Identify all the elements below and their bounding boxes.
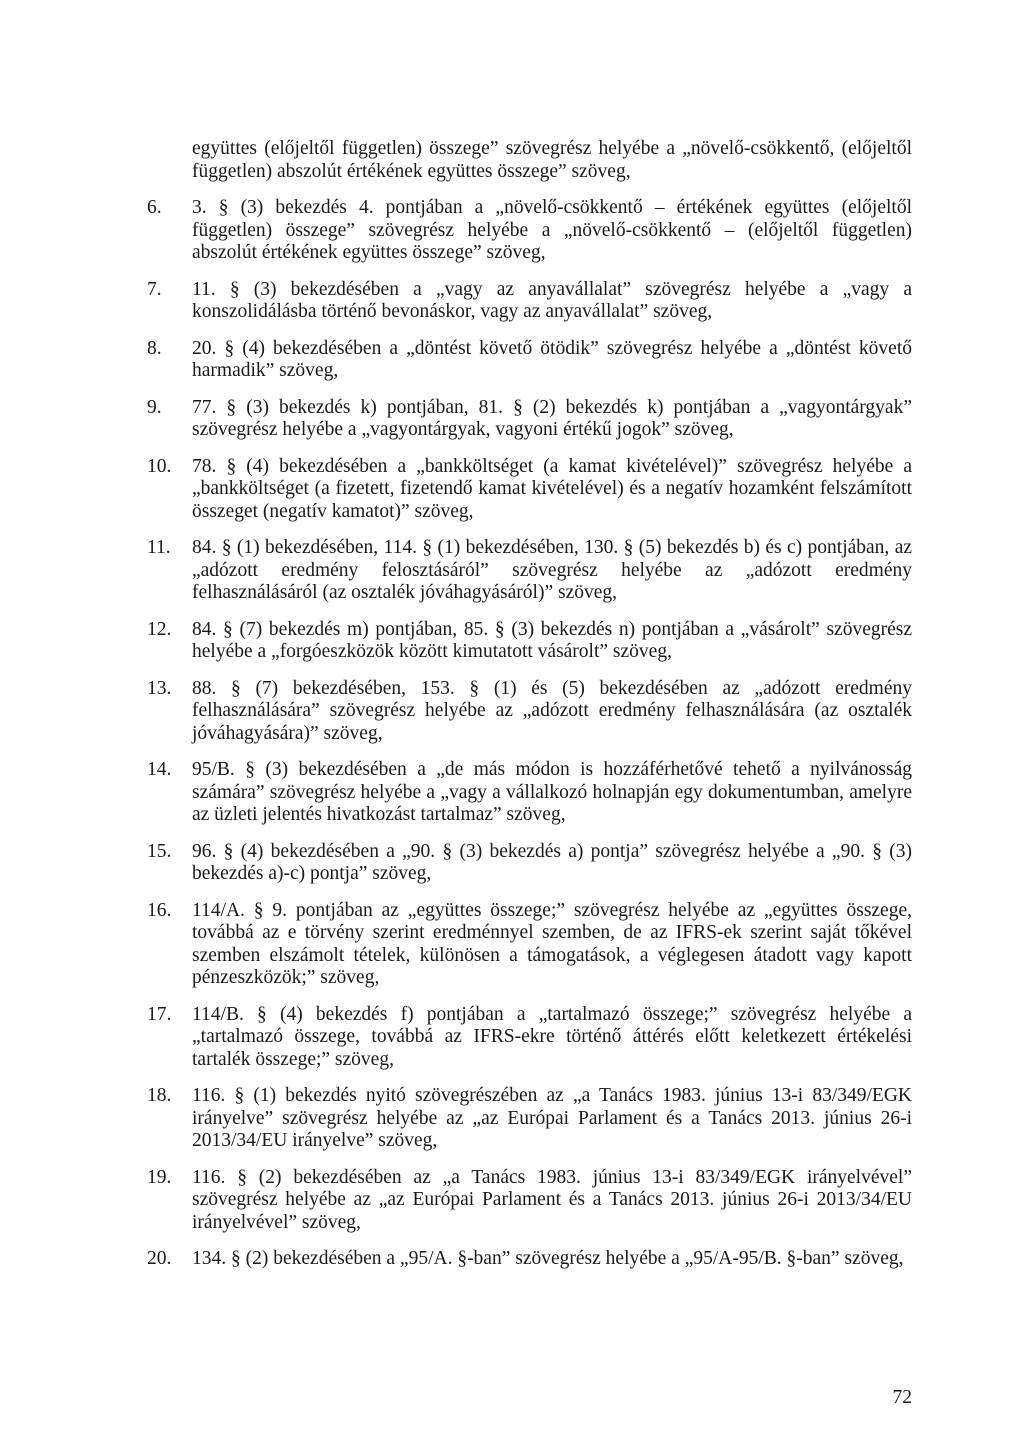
list-item-text: 84. § (7) bekezdés m) pontjában, 85. § (3) bekezdés n) pontjában a „vásárolt” szövegrész helyébe a „forgóeszközök között kimutatott vásárolt” szöveg, [192, 618, 912, 662]
list-item-text: 11. § (3) bekezdésében a „vagy az anyavállalat” szövegrész helyébe a „vagy a konszolidálásba történő bevonáskor, vagy az anyavállalat” szöveg, [192, 278, 912, 322]
list-item-number: 11. [147, 537, 171, 558]
list-item [147, 197, 912, 265]
list-item-number: 12. [147, 618, 172, 640]
list-item-number: 14. [147, 759, 172, 780]
list-item-text: 84. § (1) bekezdésében, 114. § (1) bekezdésében, 130. § (5) bekezdés b) és c) pontjában, az „adózott eredmény felosztásáról” szövegrész helyébe az „adózott eredmény felhasználásáról (az osztalék jóváhagyásáról)” szöveg, [192, 537, 912, 603]
list-item-number: 6. [147, 197, 162, 218]
list-item [147, 1248, 912, 1271]
list-item-number: 10. [147, 455, 172, 477]
list-item [147, 397, 912, 442]
list-item-number: 15. [147, 840, 172, 862]
list-item-number: 17. [147, 1003, 172, 1025]
list-item [147, 1004, 912, 1072]
list-item [147, 1167, 912, 1235]
list-item [147, 759, 912, 827]
list-item [147, 678, 912, 746]
amendment-list [147, 138, 912, 1285]
list-item-number: 7. [147, 278, 162, 300]
list-item [147, 619, 912, 664]
page-number: 72 [892, 1387, 912, 1408]
list-item-text: 3. § (3) bekezdés 4. pontjában a „növelő-csökkentő – értékének együttes (előjeltől független) összege” szövegrész helyébe a „növelő-csökkentő – (előjeltől független) abszolút értékének együttes összege” szöveg, [192, 197, 912, 263]
list-item-text: 116. § (2) bekezdésében az „a Tanács 1983. június 13-i 83/349/EGK irányelvével” szövegrész helyébe az „az Európai Parlament és a Tanács 2013. június 26-i 2013/34/EU irányelvével” szöveg, [192, 1166, 912, 1233]
list-item-text: 116. § (1) bekezdés nyitó szövegrészében az „a Tanács 1983. június 13-i 83/349/EGK irányelve” szövegrész helyébe az „az Európai Parlament és a Tanács 2013. június 26-i 2013/34/EU irányelve” szöveg, [192, 1085, 912, 1151]
list-item-text: 20. § (4) bekezdésében a „döntést követő ötödik” szövegrész helyébe a „döntést követő harmadik” szöveg, [192, 337, 912, 381]
list-item [147, 338, 912, 383]
list-item [147, 1085, 912, 1153]
continued-paragraph: együttes (előjeltől független) összege” szövegrész helyébe a „növelő-csökkentő, (előjeltől független) abszolút értékének együttes összege” szöveg, [192, 138, 912, 182]
list-item-number: 18. [147, 1085, 172, 1106]
list-item-text: 96. § (4) bekezdésében a „90. § (3) bekezdés a) pontja” szövegrész helyébe a „90. § (3) bekezdés a)-c) pontja” szöveg, [192, 840, 912, 884]
list-item-number: 8. [147, 337, 162, 359]
list-item-text: 88. § (7) bekezdésében, 153. § (1) és (5) bekezdésében az „adózott eredmény felhasználására” szövegrész helyébe az „adózott eredmény felhasználására (az osztalék jóváhagyására)” szöveg, [192, 677, 912, 744]
list-item [147, 900, 912, 990]
list-item-number: 20. [147, 1248, 172, 1269]
list-item-text: 114/B. § (4) bekezdés f) pontjában a „tartalmazó összege;” szövegrész helyébe a „tartalmazó összege, továbbá az IFRS-ekre történő áttérés előtt keletkezett értékelési tartalék összege;” szöveg, [192, 1003, 912, 1070]
list-item [147, 841, 912, 886]
list-item-text: 78. § (4) bekezdésében a „bankköltséget (a kamat kivételével)” szövegrész helyébe a „bankköltséget (a fizetett, fizetendő kamat kivételével) és a negatív hozamként felszámított összeget (negatív kamatot)” szöveg, [192, 455, 912, 522]
list-item-text: 134. § (2) bekezdésében a „95/A. §-ban” szövegrész helyébe a „95/A-95/B. §-ban” szöveg, [192, 1248, 904, 1269]
list-item [147, 279, 912, 324]
list-item-text: 95/B. § (3) bekezdésében a „de más módon is hozzáférhetővé tehető a nyilvánosság számára” szövegrész helyébe a „vagy a vállalkozó holnapján egy dokumentumban, amelyre az üzleti jelentés hivatkozást tartalmaz” szöveg, [192, 759, 912, 825]
list-item-text: 77. § (3) bekezdés k) pontjában, 81. § (2) bekezdés k) pontjában a „vagyontárgyak” szövegrész helyébe a „vagyontárgyak, vagyoni értékű jogok” szöveg, [192, 396, 912, 440]
list-item-number: 19. [147, 1166, 172, 1188]
list-item [147, 456, 912, 524]
list-item [147, 537, 912, 605]
list-item-number: 9. [147, 396, 162, 418]
list-item-text: 114/A. § 9. pontjában az „együttes összege;” szövegrész helyébe az „együttes összege, továbbá az e törvény szerint eredménnyel szemben, de az IFRS-ek szerint saját tőkével szemben elszámolt tételek, különösen a támogatások, a véglegesen átadott vagy kapott pénzeszközök;” szöveg, [192, 899, 912, 988]
list-item-number: 13. [147, 677, 172, 699]
list-item-number: 16. [147, 899, 172, 921]
